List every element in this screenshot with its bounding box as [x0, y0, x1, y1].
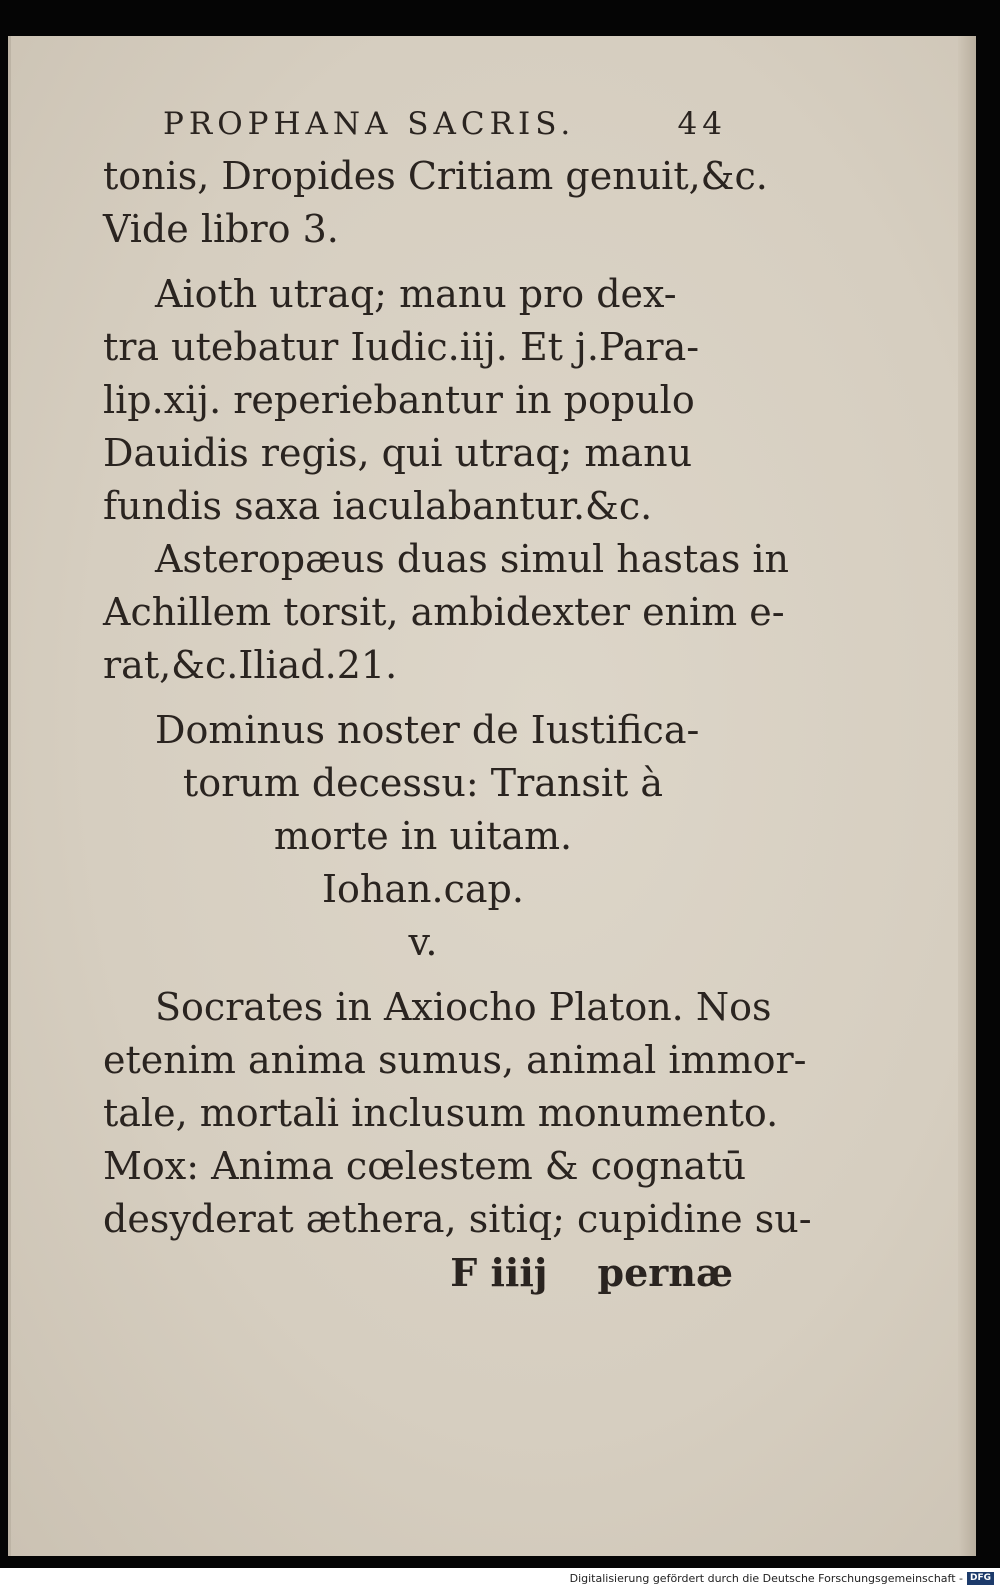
text-line: Socrates in Axiocho Platon. Nos [155, 985, 772, 1029]
catchword: pernæ [597, 1250, 733, 1295]
text-line: desyderat æthera, sitiq; cupidine su- [103, 1197, 812, 1241]
signature-mark: F iiij [450, 1250, 548, 1295]
text-line: tra utebatur Iudic.iij. Et j.Para- [103, 325, 700, 369]
footer-bar [0, 1568, 1000, 1588]
page-edge [958, 36, 976, 1556]
text-line: Vide libro 3. [103, 207, 339, 251]
text-line: morte in uitam. [273, 814, 573, 858]
text-line: Mox: Anima cœlestem & cognatū [103, 1144, 747, 1188]
text-line: lip.xij. reperiebantur in populo [103, 378, 695, 422]
running-head [103, 106, 743, 150]
text-line: Dauidis regis, qui utraq; manu [103, 431, 693, 475]
text-line: torum decessu: Transit à [182, 761, 664, 805]
text-line: Aioth utraq; manu pro dex- [155, 272, 677, 316]
text-block [103, 106, 812, 1299]
text-line: tonis, Dropides Critiam genuit,&c. [103, 154, 768, 198]
text-line: etenim anima sumus, animal immor- [103, 1038, 807, 1082]
page-number: 44 [677, 106, 727, 142]
book-page [8, 36, 976, 1556]
text-line: Achillem torsit, ambidexter enim e- [103, 590, 785, 634]
footer-credit: Digitalisierung gefördert durch die Deutsche Forschungsgemeinschaft - [569, 1571, 963, 1585]
text-line: v. [408, 920, 438, 964]
text-line: fundis saxa iaculabantur.&c. [103, 484, 653, 528]
catchline [103, 1246, 743, 1299]
text-line: Iohan.cap. [322, 867, 524, 911]
text-line: tale, mortali inclusum monumento. [103, 1091, 779, 1135]
running-head-title: PROPHANA SACRIS. [163, 106, 576, 142]
dfg-logo: DFG [967, 1572, 994, 1585]
text-line: rat,&c.Iliad.21. [103, 643, 398, 687]
text-line: Asteropæus duas simul hastas in [155, 537, 790, 581]
text-line: Dominus noster de Iustifica- [155, 708, 700, 752]
